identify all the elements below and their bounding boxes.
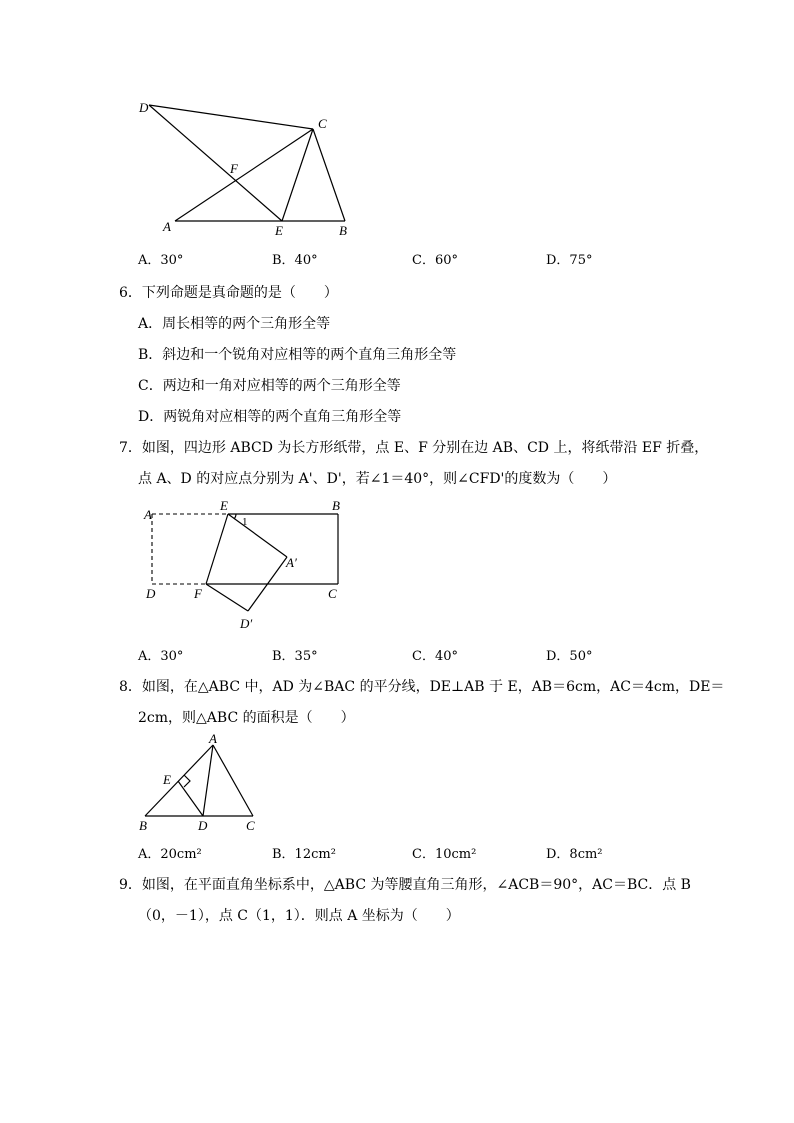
- q6-stem: 6．下列命题是真命题的是（ ）: [119, 285, 338, 301]
- q8-figure: [130, 730, 270, 835]
- label-f: F: [230, 161, 238, 176]
- q5-figure: [130, 95, 360, 240]
- q5-option-b: B．40°: [272, 253, 318, 268]
- label-c: C: [246, 818, 255, 833]
- q9-stem-line2: （0，－1），点 C（1，1）．则点 A 坐标为（ ）: [138, 908, 460, 924]
- q7-stem-line2: 点 A、D 的对应点分别为 A'、D'，若∠1＝40°，则∠CFD'的度数为（ ）: [138, 471, 617, 487]
- q7-option-c: C．40°: [412, 649, 458, 664]
- label-d-prime: D′: [240, 616, 253, 631]
- q5-option-c: C．60°: [412, 253, 458, 268]
- q7-option-d: D．50°: [546, 649, 593, 664]
- q5-option-d: D．75°: [546, 253, 593, 268]
- label-d: D: [198, 818, 208, 833]
- q8-option-b: B．12cm²: [272, 847, 336, 862]
- label-angle-1: 1: [242, 516, 248, 528]
- q8-option-a: A．20cm²: [138, 847, 202, 862]
- q7-option-a: A．30°: [138, 649, 184, 664]
- q6-choice-c: C．两边和一角对应相等的两个三角形全等: [138, 378, 401, 394]
- q8-option-c: C．10cm²: [412, 847, 477, 862]
- label-b: B: [339, 223, 347, 238]
- label-d: D: [139, 100, 149, 115]
- q8-stem-line2: 2cm，则△ABC 的面积是（ ）: [138, 710, 355, 726]
- label-a: A: [144, 507, 152, 522]
- q9-stem-line1: 9．如图，在平面直角坐标系中，△ABC 为等腰直角三角形，∠ACB＝90°，AC＝BC．点 B: [119, 877, 691, 893]
- label-c: C: [318, 116, 327, 131]
- label-c: C: [328, 586, 337, 601]
- q6-choice-b: B．斜边和一个锐角对应相等的两个直角三角形全等: [138, 347, 457, 363]
- label-f: F: [194, 586, 202, 601]
- label-a: A: [163, 219, 171, 234]
- label-a-prime: A′: [286, 555, 297, 570]
- q5-option-a: A．30°: [138, 253, 184, 268]
- q6-choice-a: A．周长相等的两个三角形全等: [138, 316, 331, 332]
- q7-stem-line1: 7．如图，四边形 ABCD 为长方形纸带，点 E、F 分别在边 AB、CD 上，将纸带沿 EF 折叠，: [119, 440, 709, 456]
- label-a: A: [209, 731, 217, 746]
- label-d: D: [146, 586, 156, 601]
- q8-option-d: D．8cm²: [546, 847, 603, 862]
- label-e: E: [163, 772, 171, 787]
- q7-figure: [130, 495, 360, 635]
- label-b: B: [332, 498, 340, 513]
- label-e: E: [220, 498, 228, 513]
- q7-option-b: B．35°: [272, 649, 318, 664]
- q8-stem-line1: 8．如图，在△ABC 中，AD 为∠BAC 的平分线，DE⊥AB 于 E，AB＝6cm，AC＝4cm，DE＝: [119, 679, 725, 695]
- label-b: B: [139, 818, 147, 833]
- q6-choice-d: D．两锐角对应相等的两个直角三角形全等: [138, 409, 402, 425]
- label-e: E: [275, 223, 283, 238]
